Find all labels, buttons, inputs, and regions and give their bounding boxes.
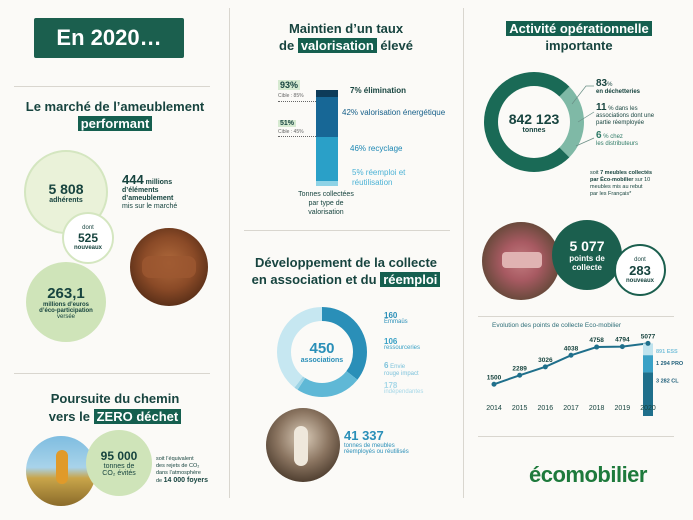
co2-line1: tonnes de [103, 463, 135, 470]
collect-title [238, 254, 454, 288]
indep-label: indépendantes [384, 389, 424, 395]
brand-logo [500, 462, 676, 488]
adherents-label: adhérents [49, 196, 83, 204]
legend-independantes [384, 382, 423, 396]
stacked-bar-segment-1 [316, 90, 338, 97]
brand-text: écomobilier [529, 462, 647, 487]
points-new-circle [614, 244, 666, 296]
nouveaux-label: nouveaux [73, 245, 102, 251]
distrib-pct: 6 [596, 130, 602, 141]
cible-85: Cible : 85% [278, 93, 304, 99]
points-marker-2019 [620, 344, 625, 349]
millions-line3: d’ameublement [122, 195, 174, 202]
points-value: 5 077 [569, 238, 605, 254]
points-value-label-2016: 3026 [538, 356, 553, 364]
bar-caption-3: valorisation [308, 209, 344, 216]
valorisation-title [238, 20, 454, 54]
leader-line-dechetteries [572, 86, 594, 104]
co2-value: 95 000 [100, 449, 138, 463]
column-divider-1 [229, 8, 230, 498]
pct-93: 93% [280, 80, 299, 90]
millions-line2: d’éléments [122, 187, 159, 194]
co2-circle [86, 430, 152, 496]
eco-participation-circle [26, 262, 106, 342]
market-title-highlight: performant [78, 116, 153, 131]
assoc-label: associations [300, 357, 344, 364]
eco-value: 263,1 [47, 284, 85, 302]
envie-label: Envie [390, 364, 406, 370]
person-photo [26, 436, 96, 506]
act-title-highlight: Activité opérationnelle [506, 21, 651, 36]
points-year-label-2017: 2017 [563, 405, 579, 412]
split-dechetteries [596, 80, 640, 96]
points-value-label-2019: 4794 [615, 336, 630, 344]
pct-93-tag [278, 80, 300, 90]
sofa-cushion [142, 256, 196, 278]
nouveaux-circle [62, 212, 114, 264]
dotted-93 [278, 101, 316, 102]
year-banner-text: En 2020… [56, 25, 162, 50]
equiv-foyers: 14 000 foyers [163, 477, 209, 484]
emmaus-value: 160 [384, 311, 398, 320]
legend-emmaus [384, 312, 408, 326]
millions-unit: millions [145, 179, 173, 186]
millions-value: 444 [122, 172, 144, 187]
envie-label2: rouge impact [384, 371, 419, 377]
equiv-line3: dans l’atmosphère [156, 470, 201, 476]
soit-line4: par les Français* [590, 191, 632, 197]
activity-title [470, 20, 688, 54]
soit-line3: meubles mis au rebut [590, 184, 643, 190]
points-chart-title: Evolution des points de collecte Eco-mobilier [492, 322, 621, 329]
points-marker-2020 [646, 341, 651, 346]
points-marker-2014 [492, 382, 497, 387]
dech-pct: 83 [596, 78, 608, 89]
points-year-label-2016: 2016 [537, 405, 554, 412]
cible-45: Cible : 45% [278, 129, 304, 135]
valorisation-divider [244, 230, 450, 231]
zero-title-prefix: vers le [48, 409, 90, 424]
points-value-label-2014: 1500 [486, 374, 502, 382]
market-title [10, 98, 220, 132]
equiv-line4-prefix: de [156, 478, 163, 484]
dech-label: en déchetteries [596, 89, 641, 95]
market-divider [14, 373, 210, 374]
legend-envie [384, 362, 419, 378]
zero-title [10, 390, 220, 426]
reused-block [340, 428, 450, 455]
stacked-bar-segment-2 [316, 97, 338, 137]
breakdown-label-2: 1 294 PRO [656, 361, 684, 368]
val-title-highlight: valorisation [298, 38, 377, 53]
label-energetique: 42% valorisation énergétique [342, 108, 446, 117]
nouveaux-prefix: dont [82, 225, 94, 231]
points-year-label-2019: 2019 [614, 405, 631, 412]
bar-caption-2: par type de [308, 200, 344, 207]
distrib-line1: % chez [603, 134, 623, 140]
eco-line1: millions d’euros [42, 301, 89, 308]
donut-center [292, 330, 352, 374]
split-distributeurs [596, 132, 638, 148]
points-line2: collecte [572, 263, 602, 272]
year-banner [34, 18, 184, 58]
valorisation-stacked-bar [316, 90, 338, 186]
label-elimination: 7% élimination [350, 86, 407, 95]
equivalent-block [156, 456, 228, 485]
label-reemploi: 5% réemploi et réutilisation [352, 168, 406, 187]
breakdown-segment-2 [643, 355, 653, 372]
points-value-label-2017: 4038 [563, 345, 579, 353]
points-value-label-2020: 5077 [640, 333, 656, 341]
points-circle [552, 220, 622, 290]
split-associations [596, 104, 654, 127]
furniture-piece [502, 252, 542, 268]
millions-block [122, 172, 222, 211]
pct-51-tag [278, 120, 296, 127]
breakdown-label-1: 891 ESS [656, 349, 678, 356]
points-year-label-2015: 2015 [511, 405, 528, 412]
assoc-line1: % dans les [608, 106, 638, 112]
equiv-line1: soit l’équivalent [156, 456, 194, 462]
ressourceries-value: 106 [384, 337, 398, 346]
collect-title-line1: Développement de la collecte [254, 255, 438, 270]
envie-value: 6 [384, 361, 389, 370]
tonnage-ring [484, 72, 584, 172]
co2-line2: CO₂ évités [102, 470, 136, 477]
collect-title-highlight: réemploi [380, 272, 440, 287]
dotted-51 [278, 136, 316, 137]
stacked-bar-segment-3 [316, 137, 338, 181]
emmaus-label: Emmaüs [384, 319, 408, 325]
ressourceries-label: ressourceries [384, 345, 421, 351]
points-marker-2015 [517, 373, 522, 378]
points-year-label-2018: 2018 [588, 405, 605, 412]
points-marker-2017 [569, 353, 574, 358]
sofa-photo [130, 228, 208, 306]
soit-block [590, 170, 686, 198]
pct-51: 51% [280, 120, 295, 127]
collect-title-line2: en association et du [251, 272, 377, 287]
points-marker-2016 [543, 364, 548, 369]
val-title-prefix: de [279, 38, 295, 53]
stacked-bar-segment-4 [316, 181, 338, 186]
tonnes-line2: réemployés ou réutilisés [344, 449, 409, 455]
indep-value: 178 [384, 381, 398, 390]
leader-lines [572, 86, 612, 176]
val-title-line1: Maintien d’un taux [288, 21, 404, 36]
assoc-value: 450 [309, 340, 335, 357]
bar-caption-1: Tonnes collectées [298, 191, 354, 198]
banner-divider [14, 86, 210, 87]
column-divider-2 [463, 8, 464, 498]
chart-divider [478, 436, 674, 437]
points-marker-2018 [594, 345, 599, 350]
assoc-pct: 11 [596, 102, 607, 113]
market-title-line1: Le marché de l’ameublement [25, 99, 205, 114]
distrib-line2: les distributeurs [596, 141, 639, 147]
furniture-photo [482, 222, 560, 300]
eco-line3: versée [56, 313, 75, 320]
nouveaux-value: 525 [77, 231, 99, 245]
legend-ressourceries [384, 338, 420, 352]
points-new-label: nouveaux [625, 277, 654, 284]
tonnes-value: 41 337 [344, 428, 384, 443]
total-value: 842 123 [508, 110, 560, 127]
bar-caption [286, 190, 366, 217]
equiv-line2: des rejets de CO₂ [156, 463, 200, 469]
points-new-value: 283 [629, 262, 651, 278]
breakdown-label-3: 3 282 CL [656, 378, 679, 385]
act-title-line2: importante [545, 38, 613, 53]
person-figure [56, 450, 68, 484]
points-dont: dont [634, 256, 646, 263]
soit-bold-1: 7 meubles collectés [600, 170, 653, 176]
tonnes-line1: tonnes de meubles [344, 443, 395, 449]
zero-title-highlight: ZERO déchet [94, 409, 182, 424]
dech-unit: % [607, 82, 613, 88]
leader-line-associations [578, 112, 594, 122]
points-value-label-2018: 4758 [589, 337, 604, 345]
adherents-value: 5 808 [48, 180, 84, 197]
zero-title-line1: Poursuite du chemin [50, 391, 180, 406]
assoc-line3: partie réemployée [596, 120, 645, 126]
points-line-chart [476, 332, 684, 422]
soit-suffix: sur 10 [634, 177, 651, 183]
points-divider [478, 316, 674, 317]
points-year-label-2020: 2020 [640, 405, 656, 412]
points-value-label-2015: 2289 [512, 365, 527, 373]
label-recyclage: 46% recyclage [350, 144, 403, 153]
points-line1: points de [569, 254, 605, 263]
total-label: tonnes [522, 126, 546, 134]
association-photo [266, 408, 340, 482]
eco-line2: d’éco-participation [39, 307, 93, 314]
soit-prefix: soit [590, 170, 599, 176]
millions-line4: mis sur le marché [122, 203, 178, 210]
val-title-suffix: élevé [380, 38, 413, 53]
assoc-line2: associations dont une [596, 113, 655, 119]
soit-bold-2: par Éco-mobilier [590, 177, 634, 183]
association-figure [294, 426, 308, 466]
leader-line-distributeurs [576, 138, 594, 146]
points-year-label-2014: 2014 [486, 405, 502, 412]
